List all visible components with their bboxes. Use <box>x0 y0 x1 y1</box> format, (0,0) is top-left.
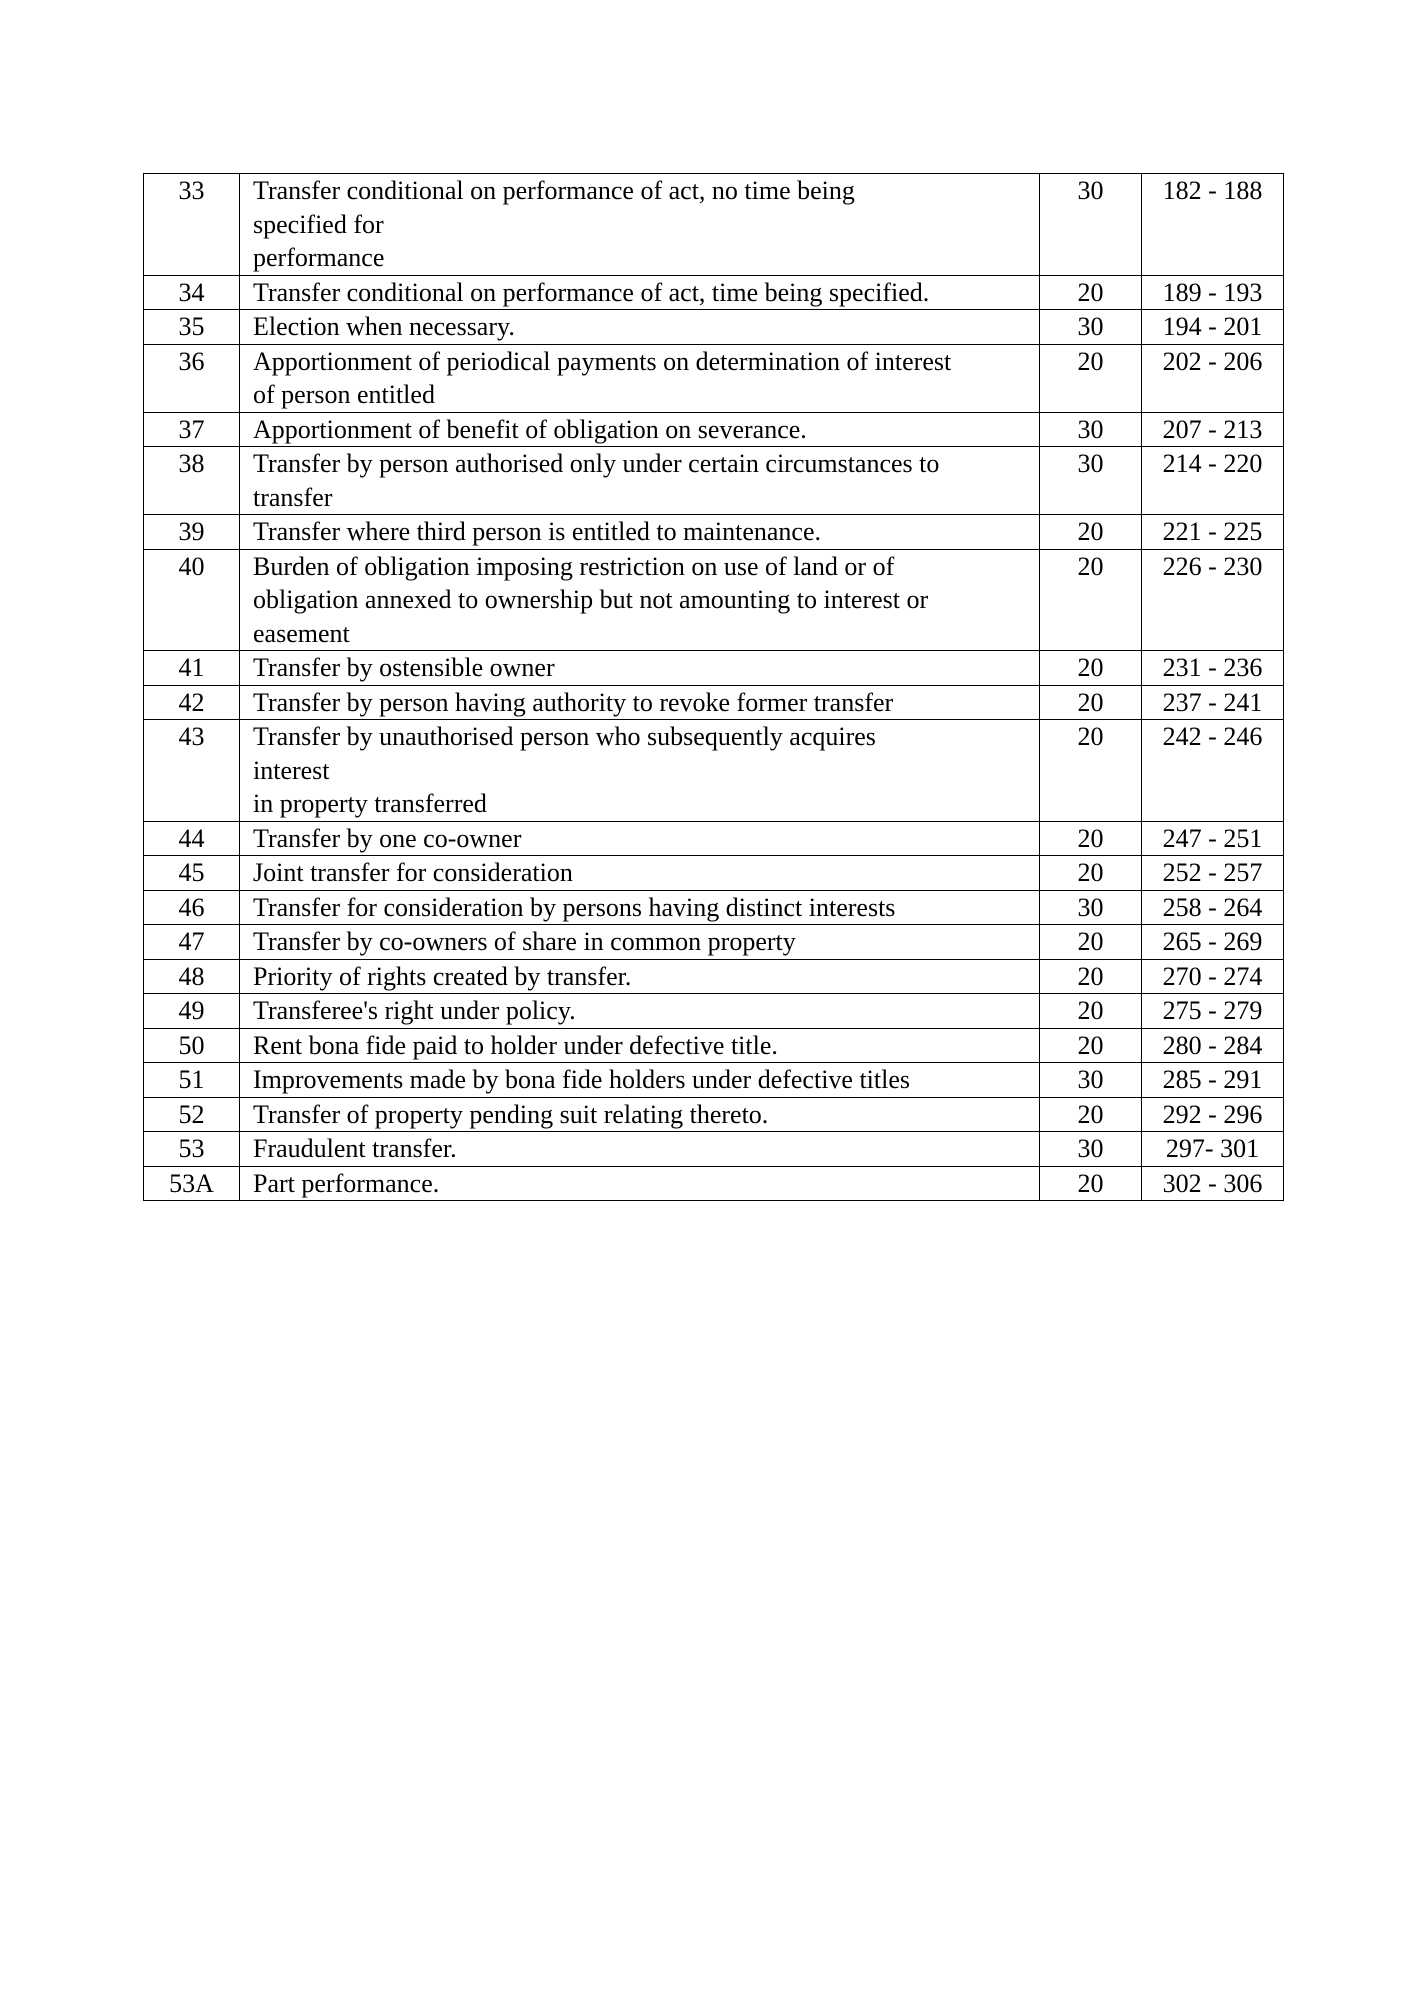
section-number: 40 <box>144 549 240 651</box>
section-pages: 242 - 246 <box>1142 720 1284 822</box>
section-marks: 20 <box>1040 685 1142 720</box>
table-row <box>144 174 1284 276</box>
table-row <box>144 685 1284 720</box>
section-pages: 252 - 257 <box>1142 856 1284 891</box>
table-row <box>144 925 1284 960</box>
section-marks: 30 <box>1040 412 1142 447</box>
section-marks: 20 <box>1040 1166 1142 1201</box>
section-number: 47 <box>144 925 240 960</box>
section-number: 44 <box>144 821 240 856</box>
section-marks: 20 <box>1040 549 1142 651</box>
section-title: Improvements made by bona fide holders under defective titles <box>240 1063 1040 1098</box>
table-row <box>144 310 1284 345</box>
section-title: Rent bona fide paid to holder under defective title. <box>240 1028 1040 1063</box>
section-title: Part performance. <box>240 1166 1040 1201</box>
section-marks: 20 <box>1040 856 1142 891</box>
table-row <box>144 890 1284 925</box>
section-pages: 202 - 206 <box>1142 344 1284 412</box>
table-row <box>144 1166 1284 1201</box>
section-title: Transfer by ostensible owner <box>240 651 1040 686</box>
section-marks: 20 <box>1040 994 1142 1029</box>
section-number: 41 <box>144 651 240 686</box>
section-title: Transfer conditional on performance of act, time being specified. <box>240 275 1040 310</box>
section-title: Joint transfer for consideration <box>240 856 1040 891</box>
table-row <box>144 1097 1284 1132</box>
section-title: Transfer for consideration by persons having distinct interests <box>240 890 1040 925</box>
section-pages: 258 - 264 <box>1142 890 1284 925</box>
section-marks: 20 <box>1040 344 1142 412</box>
section-title: Transfer where third person is entitled to maintenance. <box>240 515 1040 550</box>
section-title: Transfer conditional on performance of act, no time being specified for performance <box>240 174 1040 276</box>
section-pages: 189 - 193 <box>1142 275 1284 310</box>
section-number: 42 <box>144 685 240 720</box>
section-marks: 20 <box>1040 1097 1142 1132</box>
section-pages: 265 - 269 <box>1142 925 1284 960</box>
section-number: 48 <box>144 959 240 994</box>
table-row <box>144 994 1284 1029</box>
section-marks: 20 <box>1040 1028 1142 1063</box>
table-row <box>144 856 1284 891</box>
contents-table <box>143 173 1284 1201</box>
table-row <box>144 275 1284 310</box>
table-row <box>144 821 1284 856</box>
section-pages: 237 - 241 <box>1142 685 1284 720</box>
section-marks: 20 <box>1040 925 1142 960</box>
section-title: Transfer by person having authority to revoke former transfer <box>240 685 1040 720</box>
contents-table-body <box>144 174 1284 1201</box>
table-row <box>144 515 1284 550</box>
section-number: 49 <box>144 994 240 1029</box>
section-marks: 20 <box>1040 821 1142 856</box>
section-title: Transfer by one co-owner <box>240 821 1040 856</box>
table-row <box>144 651 1284 686</box>
section-pages: 221 - 225 <box>1142 515 1284 550</box>
table-row <box>144 720 1284 822</box>
table-row <box>144 1028 1284 1063</box>
section-number: 45 <box>144 856 240 891</box>
section-number: 53 <box>144 1132 240 1167</box>
section-pages: 297- 301 <box>1142 1132 1284 1167</box>
section-marks: 20 <box>1040 651 1142 686</box>
section-pages: 280 - 284 <box>1142 1028 1284 1063</box>
section-number: 38 <box>144 447 240 515</box>
section-pages: 275 - 279 <box>1142 994 1284 1029</box>
table-row <box>144 412 1284 447</box>
section-marks: 30 <box>1040 890 1142 925</box>
section-number: 37 <box>144 412 240 447</box>
section-marks: 20 <box>1040 720 1142 822</box>
section-pages: 226 - 230 <box>1142 549 1284 651</box>
section-pages: 194 - 201 <box>1142 310 1284 345</box>
section-number: 50 <box>144 1028 240 1063</box>
section-title: Election when necessary. <box>240 310 1040 345</box>
section-marks: 20 <box>1040 275 1142 310</box>
section-marks: 30 <box>1040 1063 1142 1098</box>
section-marks: 20 <box>1040 515 1142 550</box>
section-pages: 231 - 236 <box>1142 651 1284 686</box>
section-pages: 292 - 296 <box>1142 1097 1284 1132</box>
section-number: 46 <box>144 890 240 925</box>
table-row <box>144 447 1284 515</box>
section-marks: 30 <box>1040 174 1142 276</box>
section-number: 51 <box>144 1063 240 1098</box>
section-pages: 285 - 291 <box>1142 1063 1284 1098</box>
section-pages: 207 - 213 <box>1142 412 1284 447</box>
section-marks: 30 <box>1040 1132 1142 1167</box>
section-title: Apportionment of benefit of obligation on severance. <box>240 412 1040 447</box>
section-number: 43 <box>144 720 240 822</box>
section-number: 53A <box>144 1166 240 1201</box>
section-title: Transfer by co-owners of share in common property <box>240 925 1040 960</box>
section-title: Transfer by unauthorised person who subsequently acquires interest in property transferred <box>240 720 1040 822</box>
table-row <box>144 959 1284 994</box>
section-number: 39 <box>144 515 240 550</box>
section-number: 52 <box>144 1097 240 1132</box>
section-title: Apportionment of periodical payments on determination of interest of person entitled <box>240 344 1040 412</box>
table-row <box>144 344 1284 412</box>
section-pages: 182 - 188 <box>1142 174 1284 276</box>
section-pages: 247 - 251 <box>1142 821 1284 856</box>
section-number: 36 <box>144 344 240 412</box>
section-pages: 302 - 306 <box>1142 1166 1284 1201</box>
section-marks: 30 <box>1040 447 1142 515</box>
section-pages: 214 - 220 <box>1142 447 1284 515</box>
section-marks: 20 <box>1040 959 1142 994</box>
section-title: Transferee's right under policy. <box>240 994 1040 1029</box>
section-title: Fraudulent transfer. <box>240 1132 1040 1167</box>
section-title: Burden of obligation imposing restriction on use of land or of obligation annexed to ownership but not amounting to interest or easement <box>240 549 1040 651</box>
section-title: Transfer by person authorised only under certain circumstances to transfer <box>240 447 1040 515</box>
section-pages: 270 - 274 <box>1142 959 1284 994</box>
section-marks: 30 <box>1040 310 1142 345</box>
section-title: Priority of rights created by transfer. <box>240 959 1040 994</box>
table-row <box>144 549 1284 651</box>
section-title: Transfer of property pending suit relating thereto. <box>240 1097 1040 1132</box>
table-row <box>144 1063 1284 1098</box>
table-row <box>144 1132 1284 1167</box>
section-number: 35 <box>144 310 240 345</box>
section-number: 34 <box>144 275 240 310</box>
section-number: 33 <box>144 174 240 276</box>
